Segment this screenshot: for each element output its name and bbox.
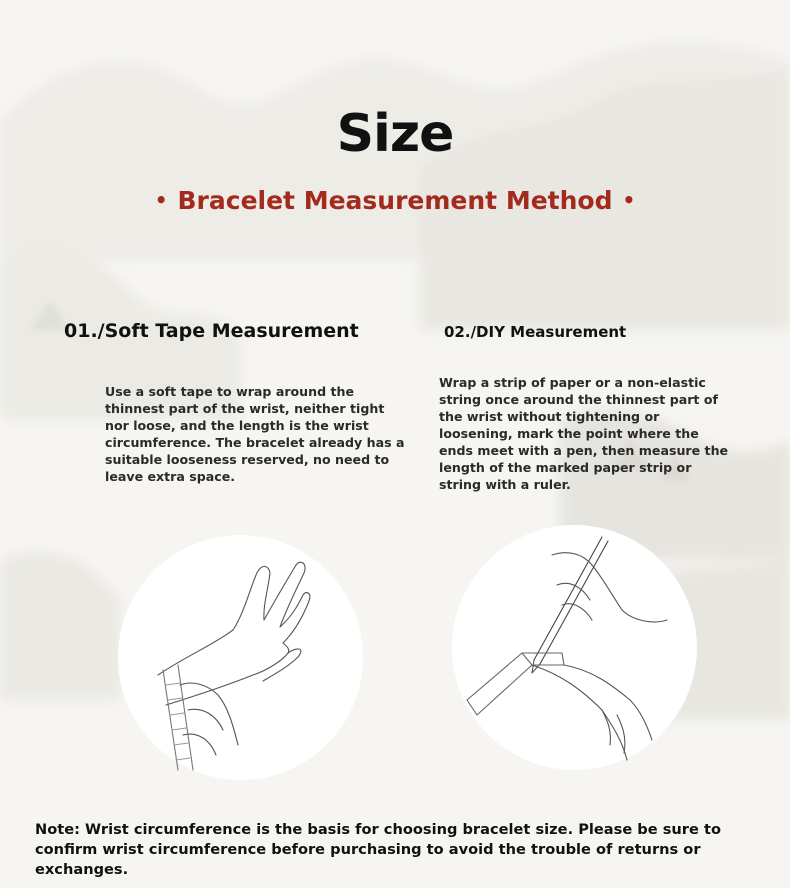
method-1-heading: 01./Soft Tape Measurement — [64, 320, 359, 342]
note-text: Note: Wrist circumference is the basis for choosing bracelet size. Please be sure to confirm wrist circumference before purchasing to avoid the trouble of returns or exchanges. — [35, 821, 721, 878]
soft-tape-illustration — [118, 535, 363, 780]
hand-with-pen-icon — [452, 525, 697, 770]
method-2-heading: 02./DIY Measurement — [444, 323, 627, 341]
method-1-description: Use a soft tape to wrap around the thinnest part of the wrist, neither tight nor loose, and the length is the wrist circumference. The bracelet already has a suitable looseness reserved, no need to leave extra space. — [105, 384, 405, 484]
hand-with-tape-icon — [118, 535, 363, 780]
method-2-description: Wrap a strip of paper or a non-elastic string once around the thinnest part of the wrist without tightening or loosening, mark the point where the ends meet with a pen, then measure the length of the marked paper strip or string with a ruler. — [439, 375, 729, 492]
section-subtitle — [0, 186, 790, 215]
page-title: Size — [336, 104, 454, 164]
bullet-right: • — [622, 188, 636, 212]
subtitle-text: Bracelet Measurement Method — [177, 186, 613, 215]
bullet-left: • — [154, 188, 168, 212]
diy-strip-illustration — [452, 525, 697, 770]
